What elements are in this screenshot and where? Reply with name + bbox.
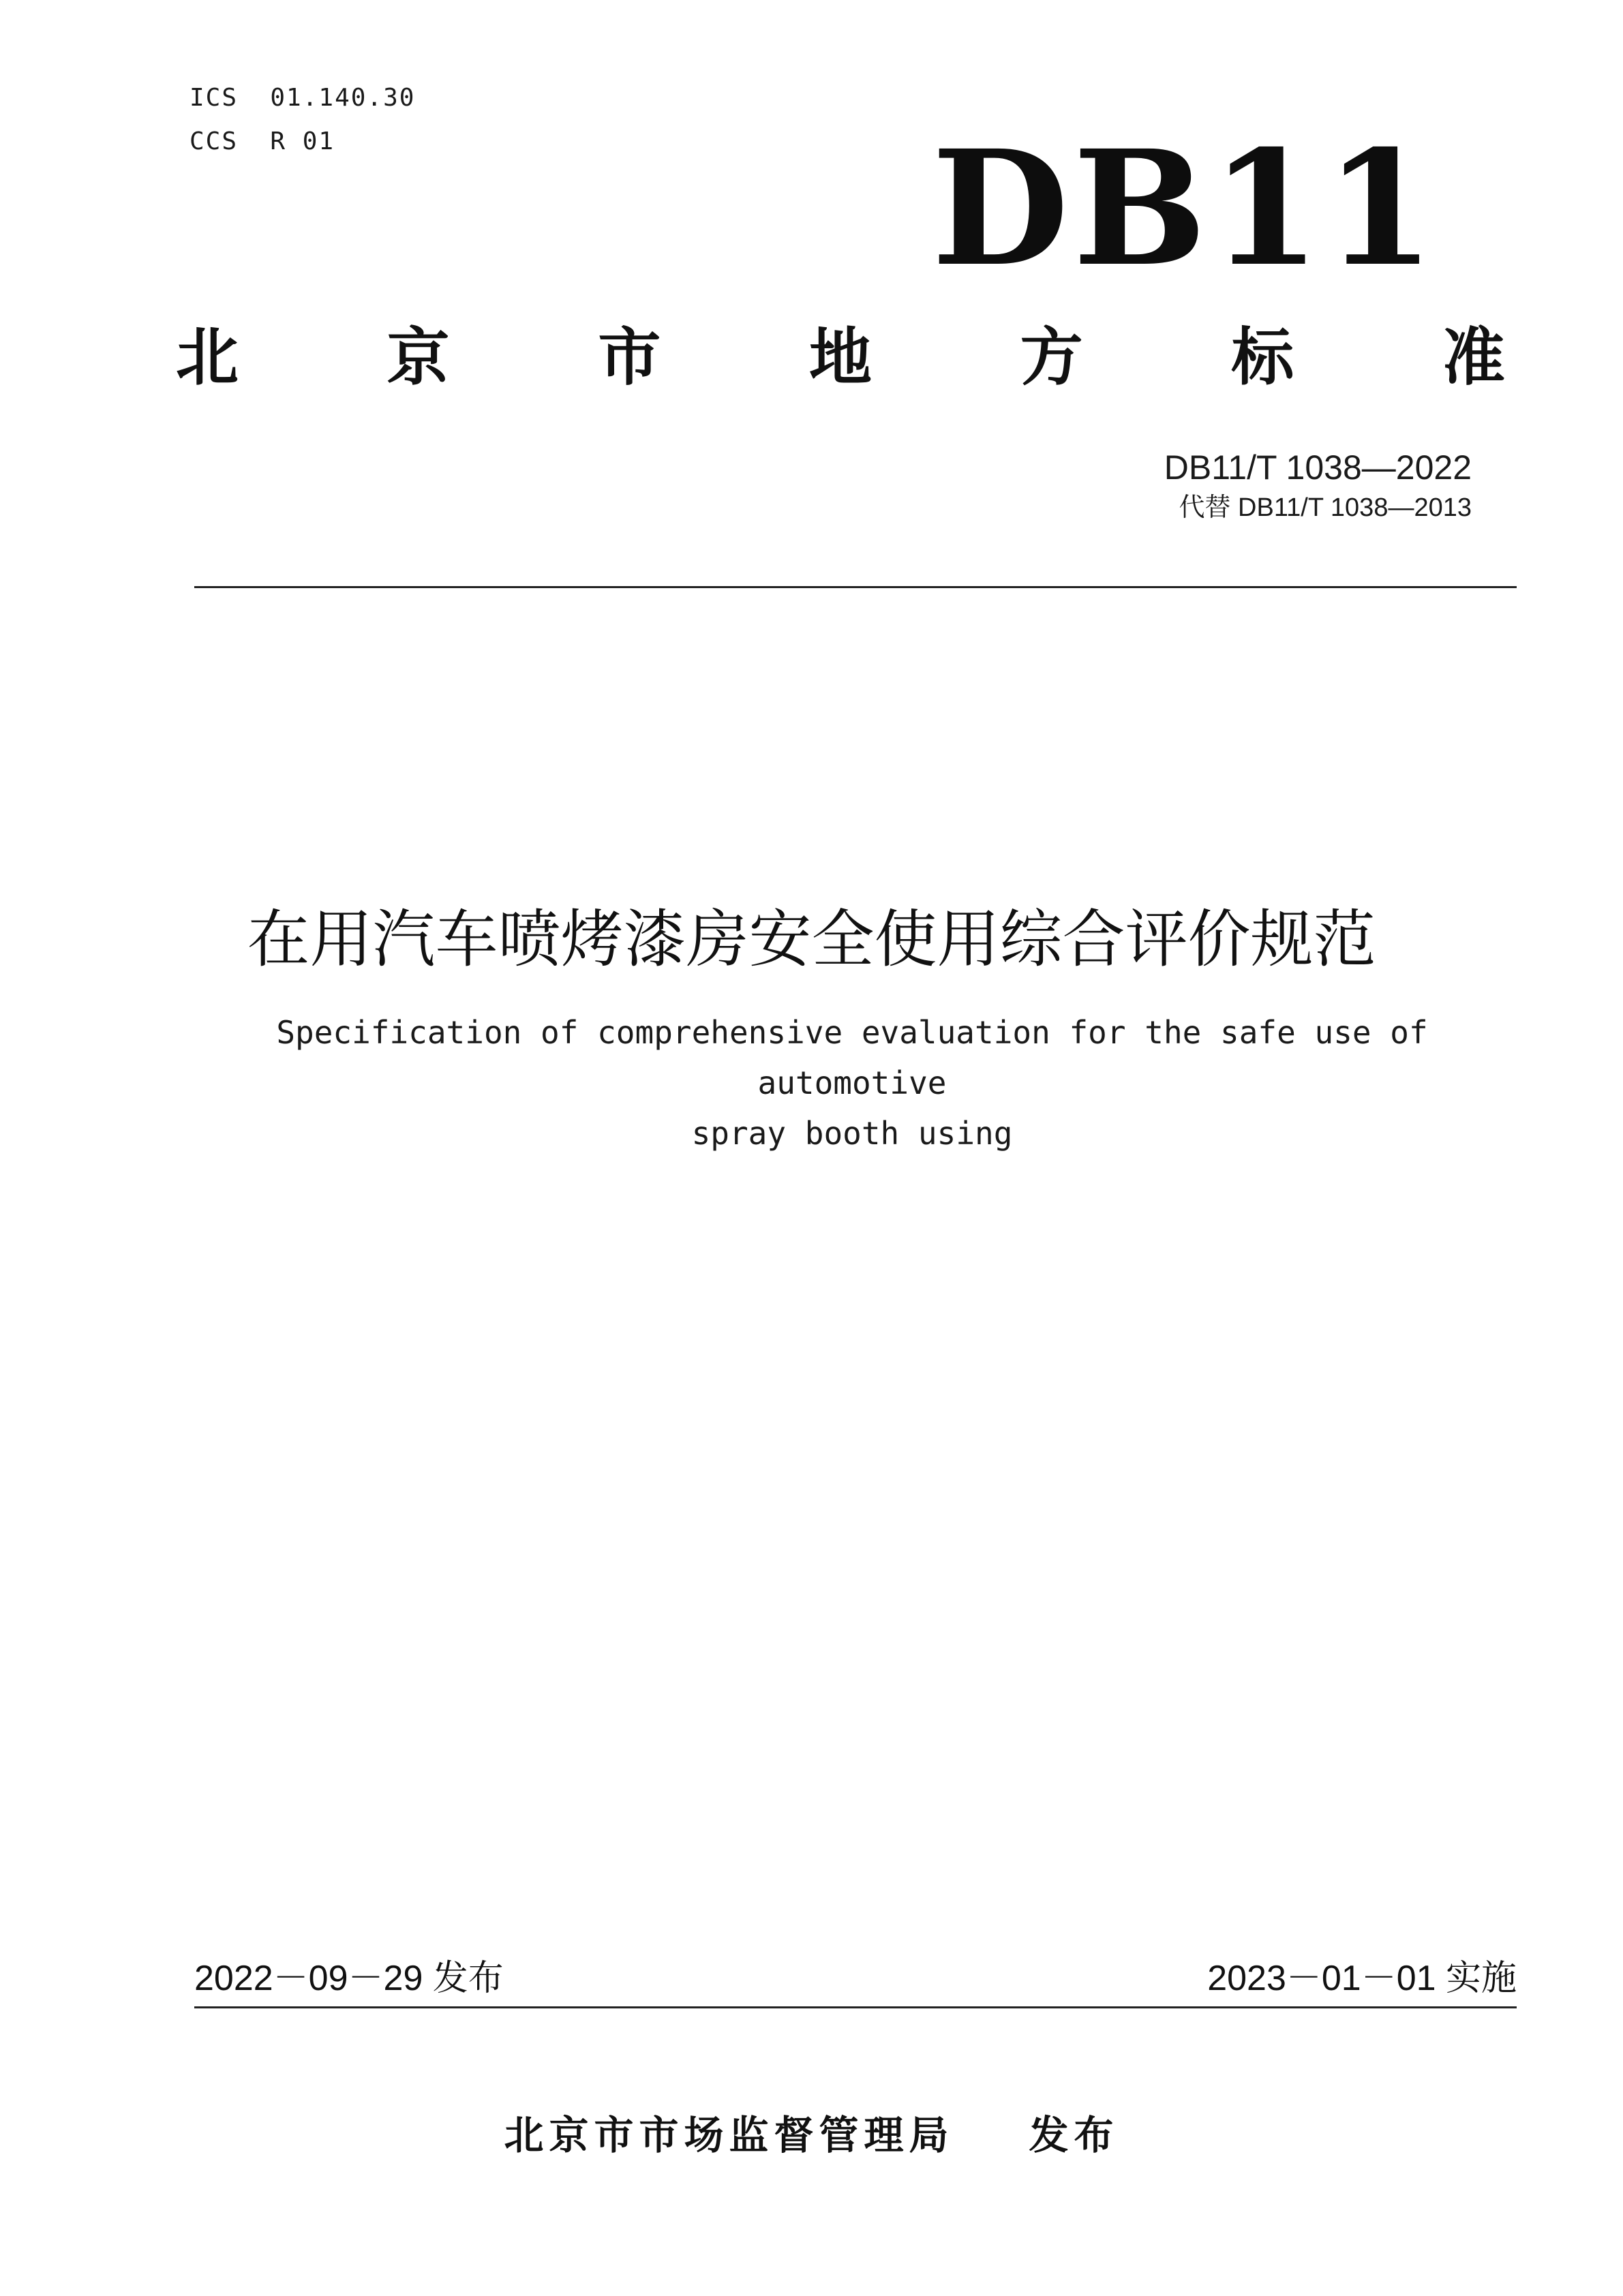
- bottom-divider: [194, 2006, 1517, 2008]
- classification-codes: [189, 76, 415, 164]
- standard-kind-char: 标: [1231, 321, 1294, 394]
- effective-date: 2023－01－01 实施: [1207, 1959, 1517, 1998]
- standard-kind-char: 准: [1442, 321, 1505, 394]
- replaces-standard: 代替 DB11/T 1038—2013: [1179, 493, 1472, 522]
- issuer-name: 北京市市场监督管理局: [504, 2112, 954, 2158]
- title-english: [184, 1007, 1520, 1159]
- standard-kind-char: 市: [598, 321, 661, 394]
- db11-logo: DB11: [931, 115, 1439, 301]
- issue-date: 2022－09－29 发布: [194, 1959, 504, 1998]
- standard-kind-heading: [176, 320, 1505, 395]
- title-chinese: 在用汽车喷烤漆房安全使用综合评价规范: [247, 903, 1376, 976]
- top-divider: [194, 586, 1517, 588]
- standard-number: DB11/T 1038—2022: [1164, 448, 1472, 487]
- standard-code-block: [1164, 446, 1472, 527]
- ics-code: ICS 01.140.30: [189, 84, 416, 112]
- title-english-line-1: Specification of comprehensive evaluation for the safe use of automotive: [276, 1014, 1428, 1101]
- standard-kind-char: 京: [386, 321, 450, 394]
- standard-kind-char: 地: [808, 321, 872, 394]
- standard-kind-char: 方: [1020, 321, 1083, 394]
- title-english-line-2: spray booth using: [691, 1115, 1013, 1152]
- issuer-line: [0, 2109, 1623, 2161]
- ccs-code: CCS R 01: [189, 127, 335, 155]
- issuer-action: 发布: [1029, 2112, 1119, 2158]
- standard-kind-char: 北: [176, 321, 239, 394]
